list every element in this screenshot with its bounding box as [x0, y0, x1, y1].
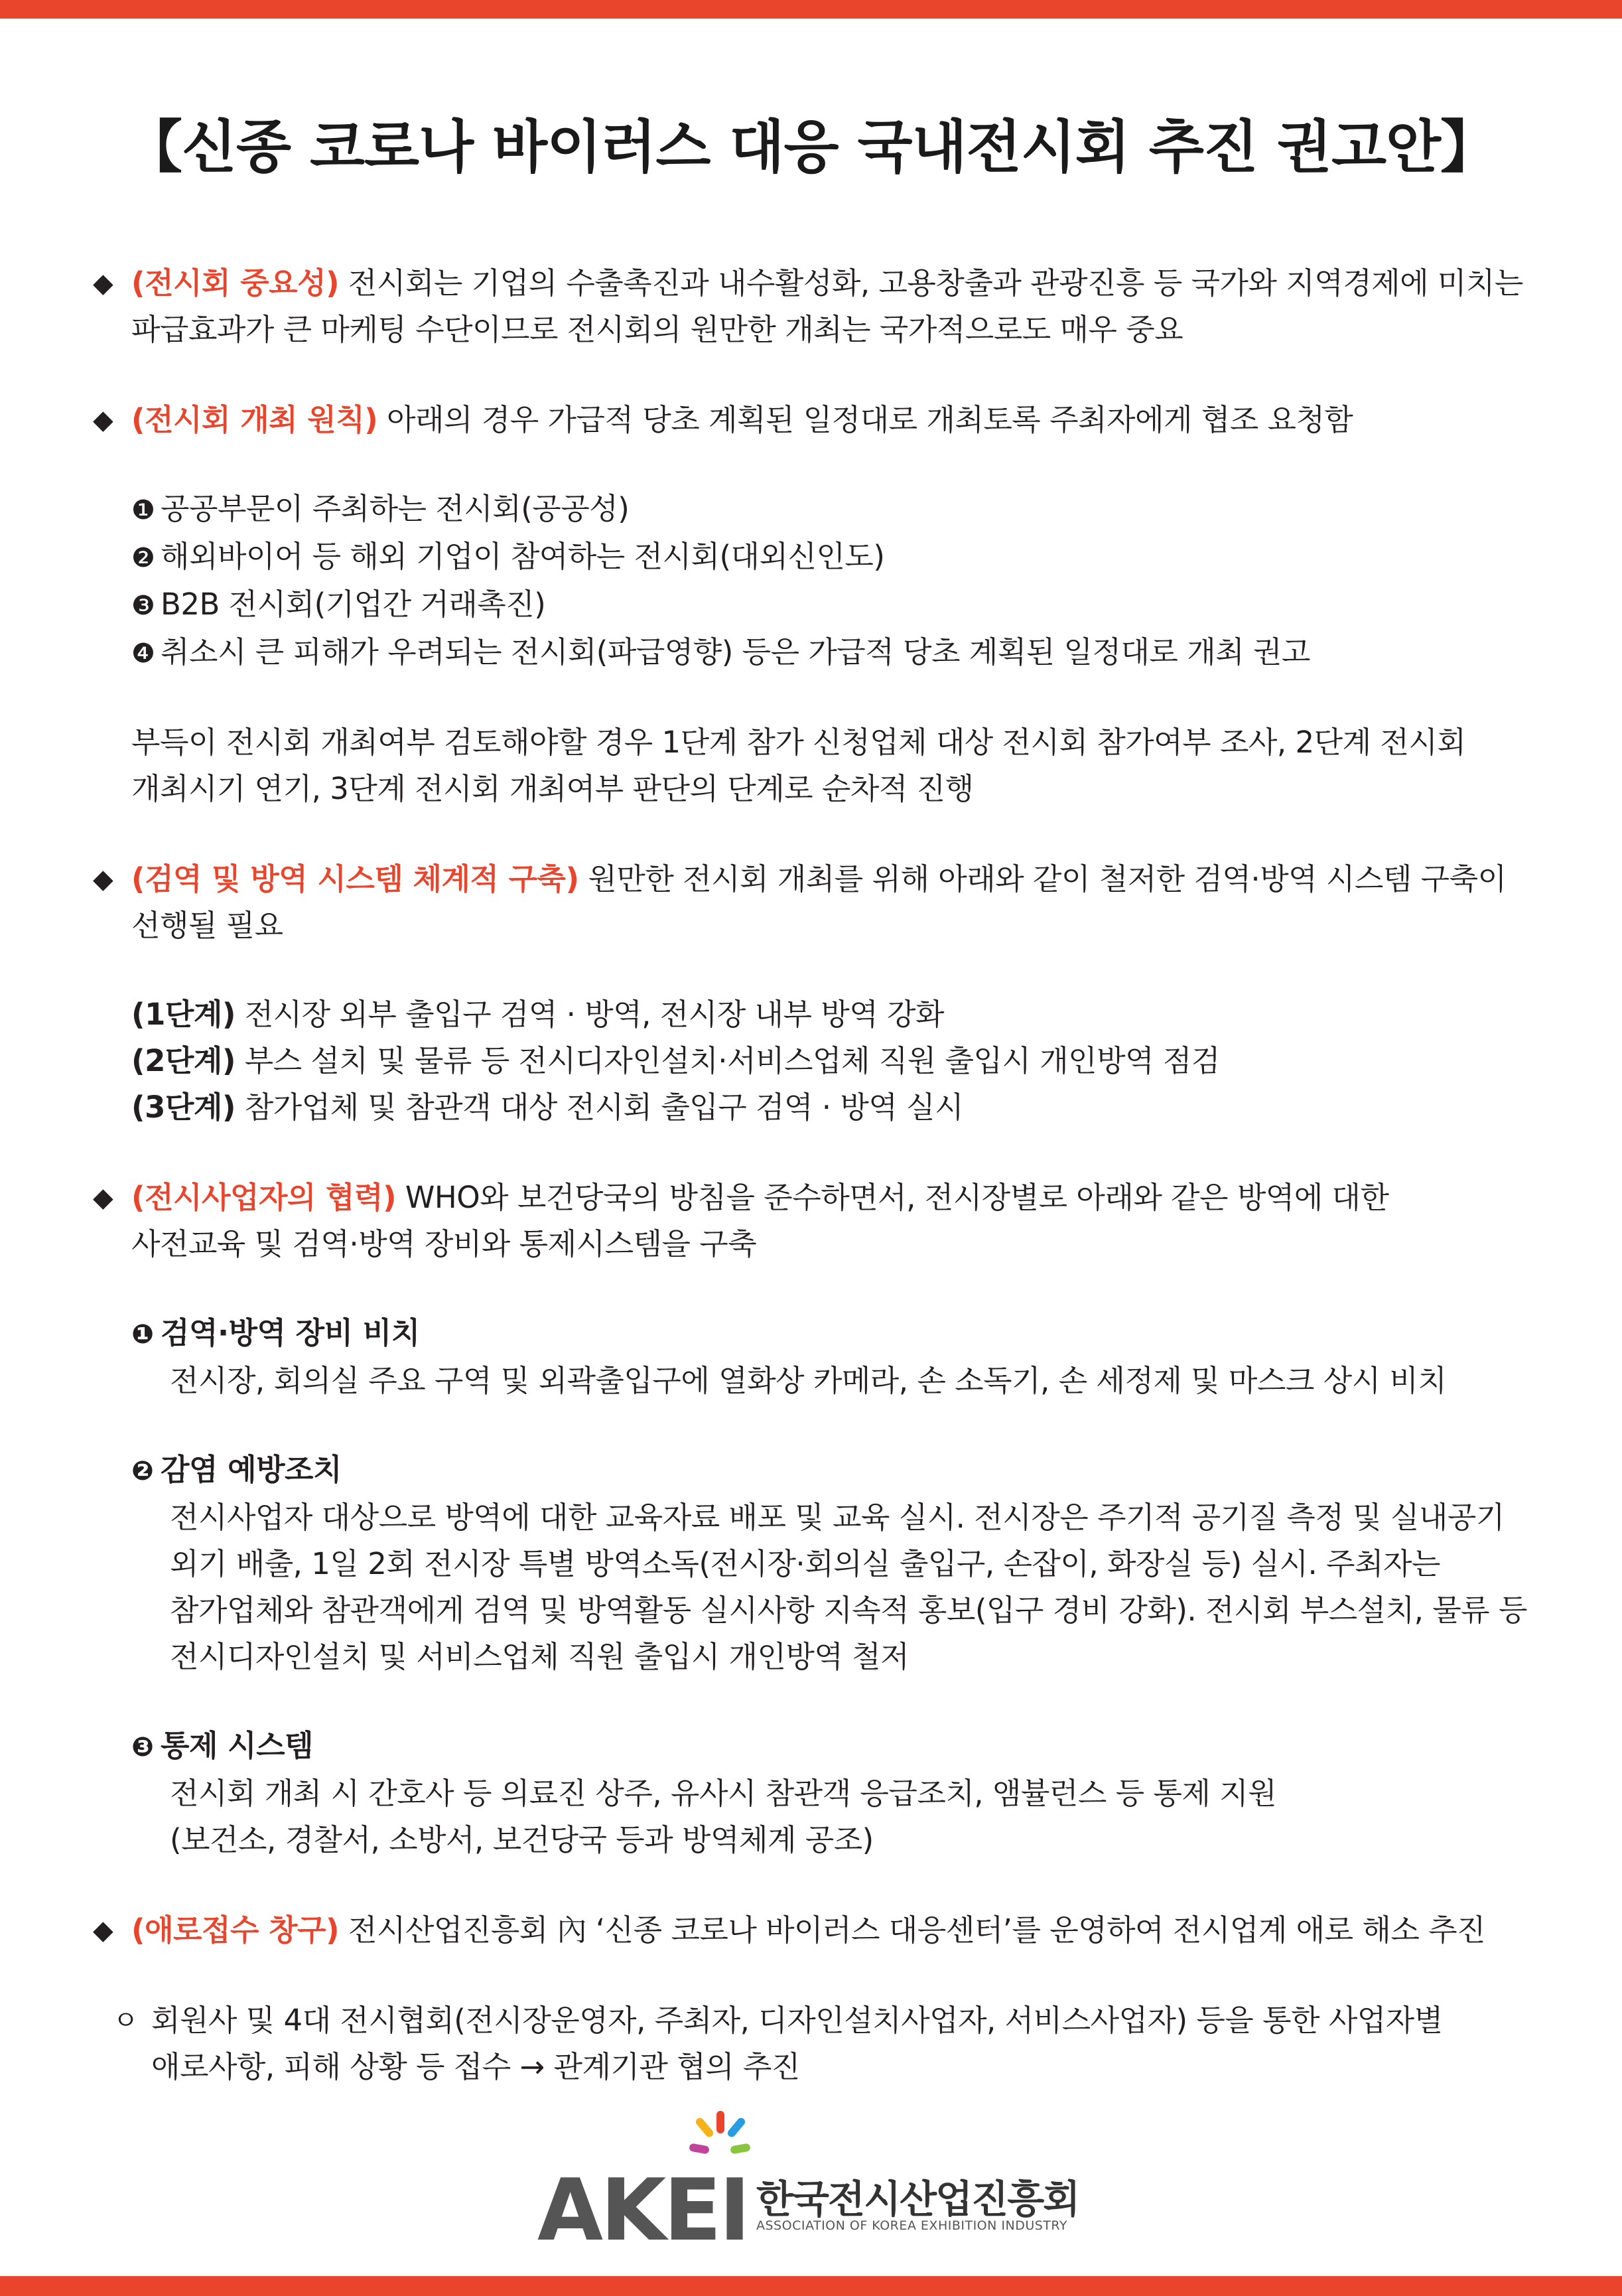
section-label: (전시회 중요성) — [131, 265, 340, 301]
detail-text: 회원사 및 4대 전시협회(전시장운영자, 주최자, 디자인설치사업자, 서비스사업자) 등을 통한 사업자별 — [151, 2003, 1443, 2038]
section-operator-cooperation — [93, 1175, 1539, 1267]
section-label: (검역 및 방역 시스템 체계적 구축) — [131, 861, 579, 897]
subsection-prevention — [93, 1447, 1539, 1680]
section-complaint-desk — [93, 1907, 1539, 1954]
diamond-bullet-icon: ◆ — [93, 405, 113, 435]
section-text: 원만한 전시회 개최를 위해 아래와 같이 철저한 검역·방역 시스템 구축이 — [578, 861, 1507, 897]
section-text: WHO와 보건당국의 방침을 준수하면서, 전시장별로 아래와 같은 방역에 대한 — [396, 1180, 1389, 1215]
list-item — [131, 991, 1539, 1038]
top-accent-bar — [0, 0, 1622, 19]
list-item-text: 취소시 큰 피해가 우려되는 전시회(파급영향) 등은 가급적 당초 계획된 일정대로 개최 권고 — [161, 634, 1310, 670]
subsection-text: 참가업체와 참관객에게 검역 및 방역활동 실시사항 지속적 홍보(입구 경비 강화). 전시회 부스설치, 물류 등 — [170, 1593, 1527, 1628]
subsection-text: (보건소, 경찰서, 소방서, 보건당국 등과 방역체계 공조) — [170, 1822, 874, 1857]
number-icon: ❶ — [131, 1319, 154, 1350]
subsection-heading: 통제 시스템 — [161, 1728, 314, 1763]
diamond-bullet-icon: ◆ — [93, 1915, 113, 1946]
subsection-heading: 감염 예방조치 — [161, 1452, 342, 1487]
subsection-equipment — [93, 1310, 1539, 1404]
section-label: (전시사업자의 협력) — [131, 1180, 397, 1215]
number-icon: ❸ — [131, 1732, 154, 1762]
logo-english-name: ASSOCIATION OF KOREA EXHIBITION INDUSTRY — [756, 2218, 1068, 2233]
list-item — [131, 1084, 1539, 1131]
step-text: 전시장 외부 출입구 검역 · 방역, 전시장 내부 방역 강화 — [235, 997, 944, 1032]
list-item — [131, 581, 1539, 629]
section-text: 파급효과가 큰 마케팅 수단이므로 전시회의 원만한 개최는 국가적으로도 매우 중요 — [131, 312, 1183, 347]
complaint-detail — [93, 1997, 1539, 2090]
number-icon: ❸ — [131, 591, 155, 621]
section-text: 아래의 경우 가급적 당초 계획된 일정대로 개최토록 주최자에게 협조 요청함 — [377, 402, 1353, 437]
page-title: 【신종 코로나 바이러스 대응 국내전시회 추진 권고안】 — [125, 114, 1497, 180]
list-item-text: 해외바이어 등 해외 기업이 참여하는 전시회(대외신인도) — [161, 539, 885, 574]
list-item — [131, 534, 1539, 581]
document-body — [93, 260, 1539, 2090]
logo-mark: AKEI — [537, 2161, 748, 2260]
list-item — [131, 629, 1539, 677]
step-list — [93, 991, 1539, 1131]
bottom-accent-bar — [0, 2276, 1622, 2296]
list-item-text: 공공부문이 주최하는 전시회(공공성) — [161, 491, 630, 526]
note-line: 부득이 전시회 개최여부 검토해야할 경우 1단계 참가 신청업체 대상 전시회 참가여부 조사, 2단계 전시회 — [131, 725, 1466, 760]
section-quarantine-system — [93, 856, 1539, 949]
number-icon: ❹ — [131, 638, 155, 669]
step-label: (3단계) — [131, 1090, 236, 1125]
section-text: 사전교육 및 검역·방역 장비와 통제시스템을 구축 — [131, 1226, 757, 1261]
list-item — [131, 486, 1539, 534]
principle-list — [93, 486, 1539, 677]
section-importance — [93, 260, 1539, 353]
step-text: 부스 설치 및 물류 등 전시디자인설치·서비스업체 직원 출입시 개인방역 점검 — [235, 1043, 1220, 1078]
number-icon: ❷ — [131, 1456, 154, 1486]
step-label: (1단계) — [131, 997, 236, 1032]
subsection-text: 전시사업자 대상으로 방역에 대한 교육자료 배포 및 교육 실시. 전시장은 주기적 공기질 측정 및 실내공기 — [170, 1500, 1505, 1535]
section-label: (전시회 개최 원칙) — [131, 402, 378, 437]
detail-text: 애로사항, 피해 상황 등 접수 → 관계기관 협의 추진 — [151, 2049, 800, 2084]
subsection-control — [93, 1723, 1539, 1863]
subsection-text: 전시장, 회의실 주요 구역 및 외곽출입구에 열화상 카메라, 손 소독기, 손 세정제 및 마스크 상시 비치 — [170, 1363, 1447, 1398]
section-text: 전시산업진흥회 內 ‘신종 코로나 바이러스 대응센터’를 운영하여 전시업계 애로 해소 추진 — [339, 1912, 1486, 1948]
number-icon: ❷ — [131, 543, 155, 573]
section-label: (애로접수 창구) — [131, 1912, 340, 1948]
step-label: (2단계) — [131, 1043, 236, 1078]
list-item-text: B2B 전시회(기업간 거래촉진) — [161, 587, 546, 622]
circle-bullet-icon: ㅇ — [113, 2005, 139, 2036]
diamond-bullet-icon: ◆ — [93, 864, 113, 895]
logo-korean-name: 한국전시산업진흥회 — [756, 2177, 1079, 2222]
section-text: 선행될 필요 — [131, 908, 283, 943]
section-principle — [93, 397, 1539, 443]
note-line: 개최시기 연기, 3단계 전시회 개최여부 판단의 단계로 순차적 진행 — [131, 771, 974, 806]
akei-logo — [537, 2107, 1134, 2260]
subsection-text: 전시회 개최 시 간호사 등 의료진 상주, 유사시 참관객 응급조치, 앰뷸런스 등 통제 지원 — [170, 1776, 1277, 1811]
number-icon: ❶ — [131, 495, 155, 526]
subsection-text: 외기 배출, 1일 2회 전시장 특별 방역소독(전시장·회의실 출입구, 손잡이, 화장실 등) 실시. 주최자는 — [170, 1546, 1440, 1581]
step-text: 참가업체 및 참관객 대상 전시회 출입구 검역 · 방역 실시 — [235, 1090, 964, 1125]
list-item — [131, 1038, 1539, 1084]
diamond-bullet-icon: ◆ — [93, 268, 113, 299]
section-text: 전시회는 기업의 수출촉진과 내수활성화, 고용창출과 관광진흥 등 국가와 지역경제에 미치는 — [339, 265, 1523, 301]
subsection-heading: 검역·방역 장비 비치 — [161, 1315, 420, 1350]
principle-note — [93, 719, 1539, 812]
diamond-bullet-icon: ◆ — [93, 1183, 113, 1213]
subsection-text: 전시디자인설치 및 서비스업체 직원 출입시 개인방역 철저 — [170, 1639, 910, 1674]
